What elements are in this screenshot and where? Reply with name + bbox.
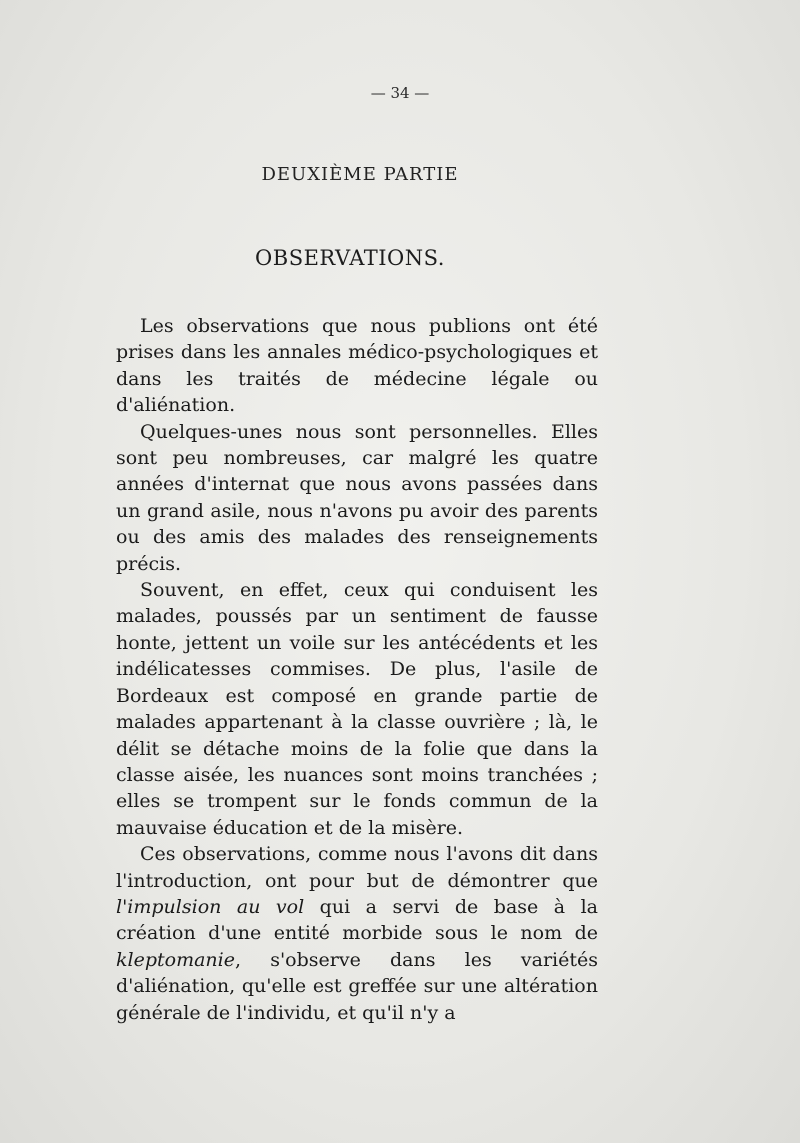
part-heading: DEUXIÈME PARTIE — [261, 164, 459, 185]
paragraph-text: qui a servi de base à la création d'une entité morbide sous le nom de — [116, 895, 598, 945]
paragraph-text: , s'observe dans les variétés d'aliénation, qu'elle est greffée sur une altération générale de l'individu, et qu'il n'y a — [116, 948, 598, 1024]
paragraph — [116, 841, 598, 1026]
paragraph: Quelques-unes nous sont personnelles. Elles sont peu nombreuses, car malgré les quatre années d'internat que nous avons passées dans un grand asile, nous n'avons pu avoir des parents ou des amis des malades des renseignements précis. — [116, 420, 598, 575]
italic-term: l'impulsion au vol — [116, 895, 305, 918]
paragraph: Les observations que nous publions ont été prises dans les annales médico-psychologiques et dans les traités de médecine légale ou d'aliénation. — [116, 315, 598, 417]
page-number: — 34 — — [370, 84, 430, 102]
paragraph-text: Ces observations, comme nous l'avons dit dans l'introduction, ont pour but de démontrer que — [116, 843, 598, 892]
section-heading: OBSERVATIONS. — [255, 246, 445, 270]
paragraph: Souvent, en effet, ceux qui conduisent les malades, poussés par un sentiment de fausse honte, jettent un voile sur les antécédents et les indélicatesses commises. De plus, l'asile de Bordeaux est composé en grande partie de malades appartenant à la classe ouvrière ; là, le délit se détache moins de la folie que dans la classe aisée, les nuances sont moins tranchées ; elles se trompent sur le fonds commun de la mauvaise éducation et de la misère. — [116, 579, 598, 839]
body-text — [116, 313, 598, 1026]
italic-term: kleptomanie — [116, 948, 235, 971]
